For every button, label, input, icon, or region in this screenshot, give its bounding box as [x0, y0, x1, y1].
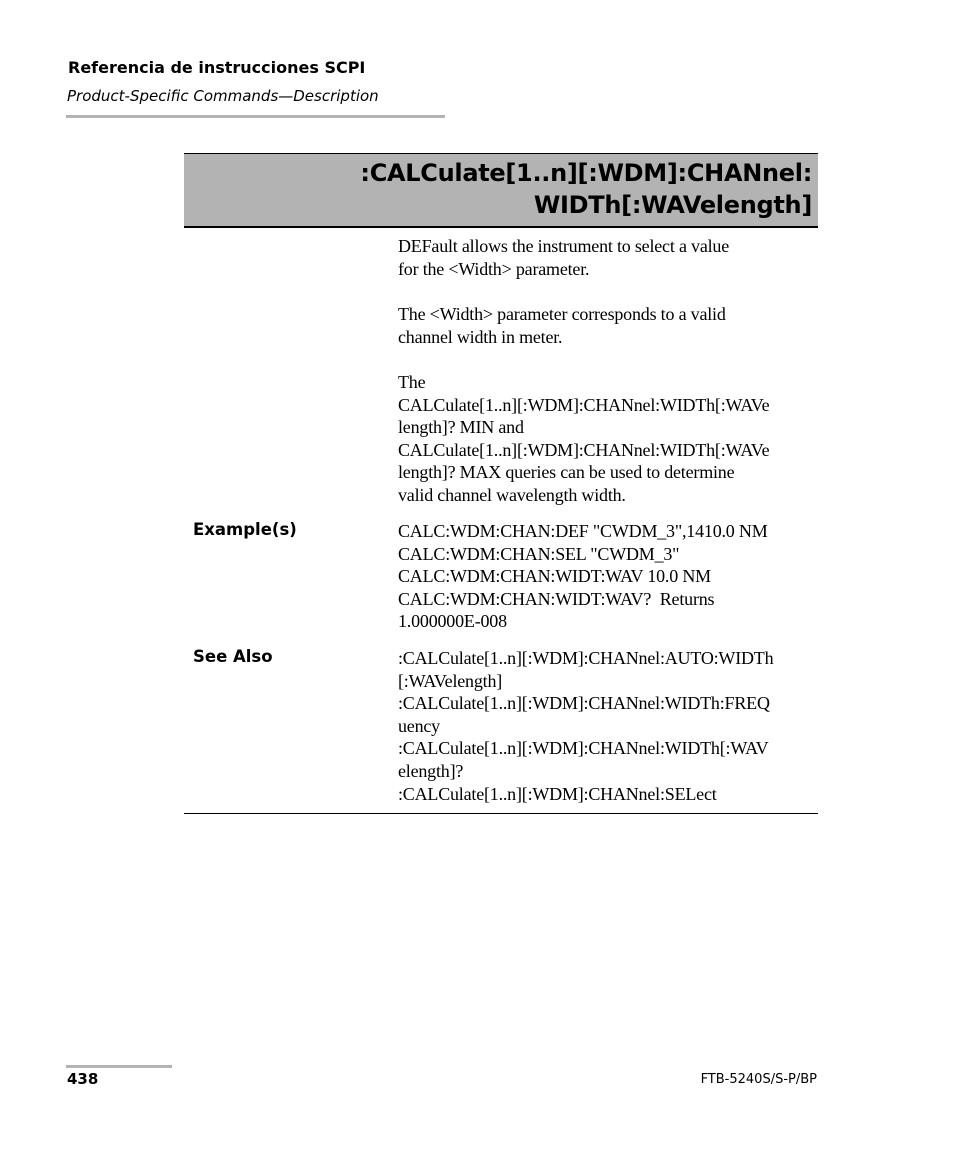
see-also-label: See Also [193, 647, 273, 666]
running-header-subtitle: Product-Specific Commands—Description [67, 87, 379, 105]
description-paragraph-2: The <Width> parameter corresponds to a valid channel width in meter. [398, 304, 726, 347]
see-also-text: :CALCulate[1..n][:WDM]:CHANnel:AUTO:WIDTh [:WAVelength] :CALCulate[1..n][:WDM]:CHANnel:WIDTh:FREQ uency :CALCulate[1..n][:WDM]:CHANnel:WIDTh[:WAV elength]? :CALCulate[1..n][:WDM]:CHANnel:SELect [398, 648, 774, 804]
table-bottom-rule [184, 813, 818, 814]
product-name: FTB-5240S/S-P/BP [700, 1072, 817, 1087]
page-number: 438 [67, 1070, 99, 1088]
running-header-title: Referencia de instrucciones SCPI [68, 58, 366, 77]
footer-divider [66, 1065, 172, 1068]
command-title-line-2: WIDTh[:WAVelength] [533, 191, 812, 219]
command-title-banner [184, 153, 818, 228]
command-title-line-1: :CALCulate[1..n][:WDM]:CHANnel: [360, 159, 812, 187]
examples-label: Example(s) [193, 520, 297, 539]
description-paragraph-1: DEFault allows the instrument to select a value for the <Width> parameter. [398, 236, 730, 279]
header-divider [66, 115, 445, 118]
examples-text: CALC:WDM:CHAN:DEF "CWDM_3",1410.0 NM CALC:WDM:CHAN:SEL "CWDM_3" CALC:WDM:CHAN:WIDT:WAV 10.0 NM CALC:WDM:CHAN:WIDT:WAV? Returns 1.000000E-008 [398, 521, 768, 632]
description-paragraph-3: The CALCulate[1..n][:WDM]:CHANnel:WIDTh[:WAVe length]? MIN and CALCulate[1..n][:WDM]:CHANnel:WIDTh[:WAVe length]? MAX queries can be used to determine valid channel wavelength width. [398, 372, 770, 505]
